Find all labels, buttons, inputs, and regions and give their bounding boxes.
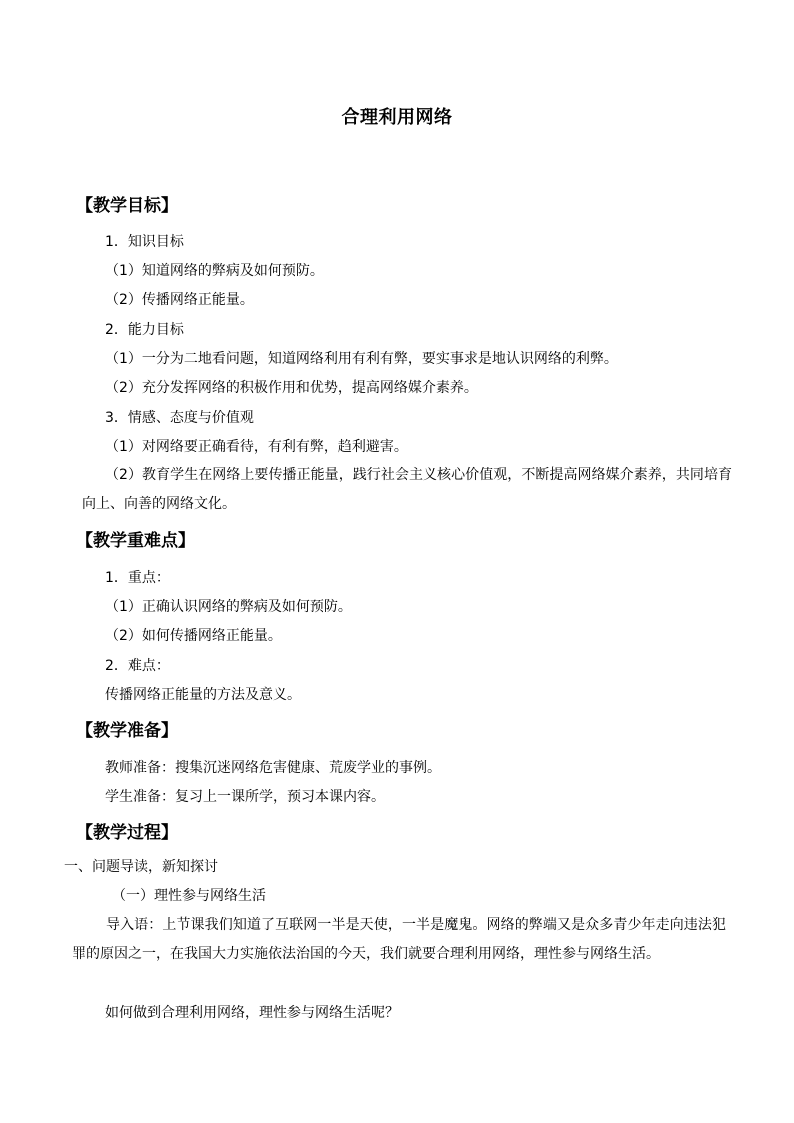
teacher-preparation: 教师准备：搜集沉迷网络危害健康、荒废学业的事例。 xyxy=(105,760,441,776)
intro-paragraph: 导入语：上节课我们知道了互联网一半是天使，一半是魔鬼。网络的弊端又是众多青少年走向违法犯罪的原因之一，在我国大力实施依法治国的今天，我们就要合理利用网络，理性参与网络生活。 xyxy=(72,917,726,962)
ability-goal-title: 2．能力目标 xyxy=(105,322,184,338)
section-heading-goals: 【教学目标】 xyxy=(76,196,178,216)
section-heading-keypoints: 【教学重难点】 xyxy=(76,531,195,551)
guiding-question: 如何做到合理利用网络，理性参与网络生活呢？ xyxy=(105,1005,399,1021)
emotion-goal-item: （2）教育学生在网络上要传播正能量，践行社会主义核心价值观，不断提高网络媒介素养，共同培育向上、向善的网络文化。 xyxy=(82,467,732,512)
knowledge-goal-title: 1．知识目标 xyxy=(105,234,184,250)
section-heading-process: 【教学过程】 xyxy=(76,823,178,843)
difficulty-title: 2．难点： xyxy=(105,658,170,674)
difficulty-item: 传播网络正能量的方法及意义。 xyxy=(105,687,301,703)
ability-goal-item: （1）一分为二地看问题，知道网络利用有利有弊，要实事求是地认识网络的利弊。 xyxy=(105,351,618,367)
emotion-goal-title: 3．情感、态度与价值观 xyxy=(105,410,254,426)
focus-item: （2）如何传播网络正能量。 xyxy=(105,628,282,644)
process-part-title: 一、问题导读，新知探讨 xyxy=(64,859,218,875)
student-preparation: 学生准备：复习上一课所学，预习本课内容。 xyxy=(105,789,385,805)
knowledge-goal-item: （2）传播网络正能量。 xyxy=(105,292,254,308)
document-title: 合理利用网络 xyxy=(341,107,453,128)
section-heading-preparation: 【教学准备】 xyxy=(76,721,178,741)
focus-title: 1．重点： xyxy=(105,570,170,586)
process-subsection-title: （一）理性参与网络生活 xyxy=(112,888,266,904)
focus-item: （1）正确认识网络的弊病及如何预防。 xyxy=(105,599,352,615)
emotion-goal-item: （1）对网络要正确看待，有利有弊，趋利避害。 xyxy=(105,439,408,455)
ability-goal-item: （2）充分发挥网络的积极作用和优势，提高网络媒介素养。 xyxy=(105,380,478,396)
knowledge-goal-item: （1）知道网络的弊病及如何预防。 xyxy=(105,263,324,279)
